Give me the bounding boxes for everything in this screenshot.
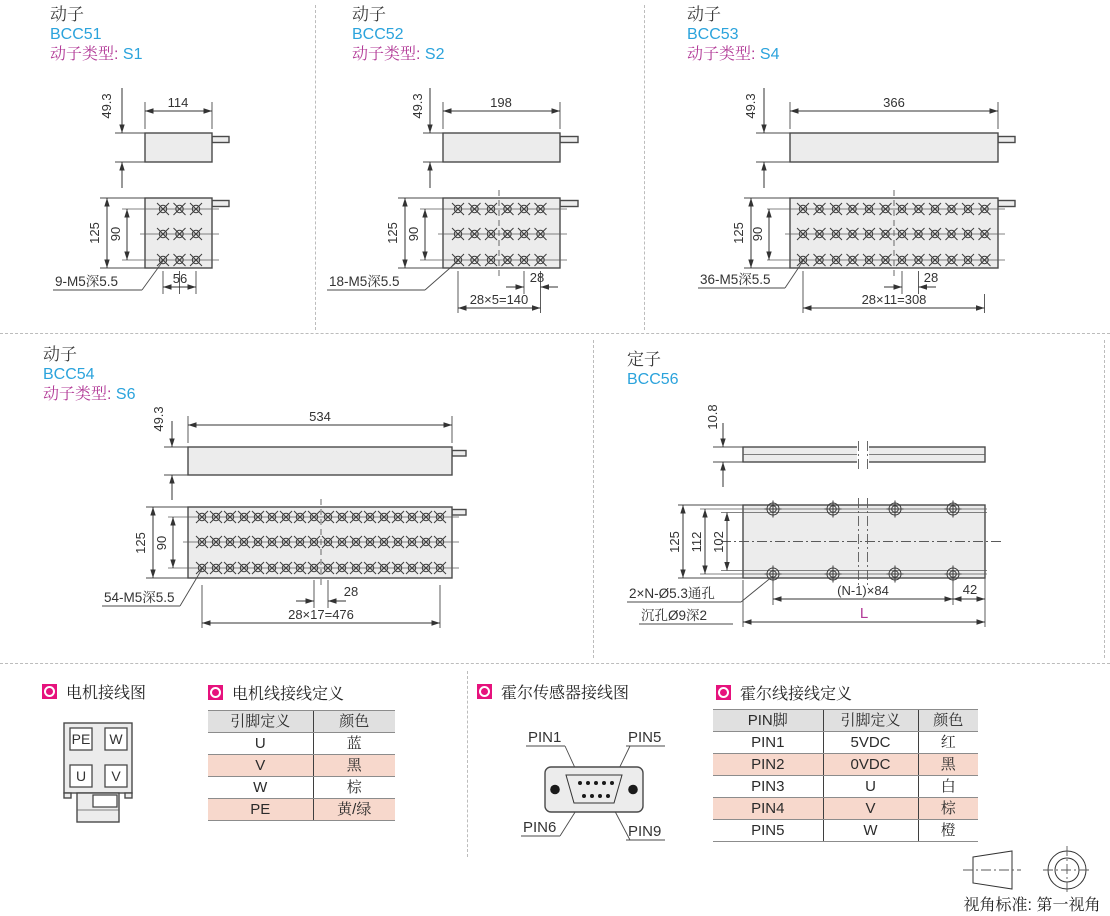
section-title: 霍尔线接线定义 xyxy=(740,686,853,703)
hall-diagram-header xyxy=(477,680,629,703)
divider-horizontal xyxy=(0,663,1110,664)
mover-type-value: S2 xyxy=(424,46,445,63)
dim-label: 49.3 xyxy=(410,93,425,119)
bcc51-bottom-view xyxy=(122,198,229,268)
divider-vertical xyxy=(467,671,468,857)
table-row xyxy=(713,798,978,820)
cell: 红 xyxy=(918,732,978,754)
pin-callout: PIN5 xyxy=(628,729,662,746)
dim-label: 125 xyxy=(667,531,682,553)
table-row xyxy=(208,777,395,799)
pin-callout: PIN1 xyxy=(528,729,562,746)
dim-label: 102 xyxy=(711,531,726,553)
dim-label: 10.8 xyxy=(705,404,720,430)
bcc53-top-view xyxy=(790,133,1015,162)
panel-title-bcc53 xyxy=(687,5,779,65)
dim-label: 49.3 xyxy=(743,93,758,119)
table-row xyxy=(713,732,978,754)
dim-label: 49.3 xyxy=(99,93,114,119)
col-header: 颜色 xyxy=(313,711,395,733)
bcc52-top-view xyxy=(443,133,578,162)
cell: 橙 xyxy=(918,820,978,842)
bcc56-side-view xyxy=(743,441,985,469)
dim-label: 28 xyxy=(343,584,359,599)
dim-label: 125 xyxy=(731,222,746,244)
cell: U xyxy=(208,733,313,755)
hall-table-header xyxy=(716,681,852,704)
motor-diagram-header xyxy=(42,680,146,703)
dim-label: 28×5=140 xyxy=(469,292,529,307)
mover-type-label: 动子类型: xyxy=(352,46,421,63)
dim-label: 90 xyxy=(406,226,421,242)
panel-model: BCC52 xyxy=(352,26,404,43)
panel-kind: 定子 xyxy=(627,350,661,369)
section-bullet-icon xyxy=(477,684,492,699)
hole-grid xyxy=(157,203,202,266)
projection-symbol xyxy=(950,843,1110,916)
pin-callout: PIN6 xyxy=(523,819,557,836)
panel-model: BCC53 xyxy=(687,26,739,43)
dim-label: 366 xyxy=(883,95,905,110)
bcc53-bottom-view xyxy=(767,190,1015,277)
pin-callout: PIN9 xyxy=(628,823,662,840)
dim-label: (N-1)×84 xyxy=(837,583,889,598)
mover-type-value: S4 xyxy=(759,46,780,63)
cell: W xyxy=(823,820,918,842)
panel-kind: 动子 xyxy=(50,5,84,24)
cell: 5VDC xyxy=(823,732,918,754)
bcc56-dimensions xyxy=(705,404,745,487)
panel-title-bcc52 xyxy=(352,5,444,65)
bcc51-top-view xyxy=(145,133,229,162)
section-title: 电机线接线定义 xyxy=(232,686,345,703)
pin-label-u: U xyxy=(75,768,87,784)
section-title: 霍尔传感器接线图 xyxy=(501,685,630,702)
motor-connector-drawing xyxy=(55,710,170,850)
table-row xyxy=(208,733,395,755)
mover-type-label: 动子类型: xyxy=(43,386,112,403)
cell: 棕 xyxy=(918,798,978,820)
panel-model: BCC56 xyxy=(627,371,679,388)
hole-note-line1: 2×N-Ø5.3通孔 xyxy=(629,586,715,601)
cell: W xyxy=(208,777,313,799)
bcc54-drawing xyxy=(0,395,593,663)
mover-type-label: 动子类型: xyxy=(50,46,119,63)
cell: U xyxy=(823,776,918,798)
dim-label: 49.3 xyxy=(151,406,166,432)
divider-horizontal xyxy=(0,333,1110,334)
col-header: 颜色 xyxy=(918,710,978,732)
cell: 黄/绿 xyxy=(313,799,395,821)
mover-type-value: S1 xyxy=(122,46,143,63)
dim-label: 28 xyxy=(529,270,545,285)
dim-label: 125 xyxy=(133,532,148,554)
table-header-row xyxy=(208,711,395,733)
dim-label: 90 xyxy=(108,226,123,242)
section-bullet-icon xyxy=(208,685,223,700)
dim-label: 28×11=308 xyxy=(861,292,927,307)
mover-type-label: 动子类型: xyxy=(687,46,756,63)
panel-model: BCC51 xyxy=(50,26,102,43)
panel-title-bcc56 xyxy=(627,350,679,390)
cell: 蓝 xyxy=(313,733,395,755)
dim-label: 114 xyxy=(167,95,189,110)
dim-label: 56 xyxy=(172,271,188,286)
pin-label-w: W xyxy=(109,731,123,747)
dim-label: 125 xyxy=(87,222,102,244)
dim-label: 112 xyxy=(689,531,704,553)
dim-label: 28 xyxy=(923,270,939,285)
col-header: 引脚定义 xyxy=(208,711,313,733)
cell: 白 xyxy=(918,776,978,798)
panel-kind: 动子 xyxy=(352,5,386,24)
mover-type-value: S6 xyxy=(115,386,136,403)
cell: PIN4 xyxy=(713,798,823,820)
pin-label-pe: PE xyxy=(71,731,91,747)
motor-table-header xyxy=(208,681,344,704)
dim-label: 42 xyxy=(962,582,978,597)
bcc54-top-view xyxy=(188,447,466,475)
mount-hole xyxy=(628,785,638,795)
cell: V xyxy=(208,755,313,777)
cell: PIN1 xyxy=(713,732,823,754)
col-header: PIN脚 xyxy=(713,710,823,732)
dim-label: 125 xyxy=(385,222,400,244)
thread-note: 54-M5深5.5 xyxy=(104,590,175,605)
cell: 0VDC xyxy=(823,754,918,776)
motor-wire-table xyxy=(208,710,395,821)
dim-label: 90 xyxy=(154,535,169,551)
table-row xyxy=(713,754,978,776)
section-title: 电机接线图 xyxy=(66,685,147,702)
table-row xyxy=(208,799,395,821)
projection-caption: 视角标准: 第一视角 xyxy=(963,897,1101,914)
thread-note: 18-M5深5.5 xyxy=(329,274,400,289)
hall-wire-table xyxy=(713,709,978,842)
dim-label: L xyxy=(859,605,869,622)
cell: PE xyxy=(208,799,313,821)
cell: 黑 xyxy=(918,754,978,776)
dim-label: 28×17=476 xyxy=(288,607,354,622)
hall-connector-drawing xyxy=(470,725,710,855)
panel-model: BCC54 xyxy=(43,366,95,383)
cell: V xyxy=(823,798,918,820)
bcc51-drawing xyxy=(0,80,315,333)
mount-hole xyxy=(550,785,560,795)
table-row xyxy=(713,820,978,842)
bcc53-drawing xyxy=(645,80,1110,333)
bcc56-top-view xyxy=(700,498,1003,585)
col-header: 引脚定义 xyxy=(823,710,918,732)
table-row xyxy=(208,755,395,777)
hole-note-line2: 沉孔Ø9深2 xyxy=(641,608,708,623)
dim-label: 198 xyxy=(490,95,512,110)
cell: 棕 xyxy=(313,777,395,799)
panel-kind: 动子 xyxy=(43,345,77,364)
dim-label: 90 xyxy=(750,226,765,242)
bcc56-drawing xyxy=(593,395,1110,663)
cell: PIN3 xyxy=(713,776,823,798)
bcc54-bottom-view xyxy=(168,499,466,586)
bcc52-drawing xyxy=(315,80,645,333)
section-bullet-icon xyxy=(716,685,731,700)
thread-note: 9-M5深5.5 xyxy=(55,274,119,289)
cell: 黑 xyxy=(313,755,395,777)
panel-kind: 动子 xyxy=(687,5,721,24)
pin-label-v: V xyxy=(111,768,121,784)
cell: PIN2 xyxy=(713,754,823,776)
cell: PIN5 xyxy=(713,820,823,842)
section-bullet-icon xyxy=(42,684,57,699)
panel-title-bcc51 xyxy=(50,5,142,65)
table-row xyxy=(713,776,978,798)
dim-label: 534 xyxy=(309,409,331,424)
table-header-row xyxy=(713,710,978,732)
thread-note: 36-M5深5.5 xyxy=(700,272,771,287)
bcc52-bottom-view xyxy=(420,190,578,277)
